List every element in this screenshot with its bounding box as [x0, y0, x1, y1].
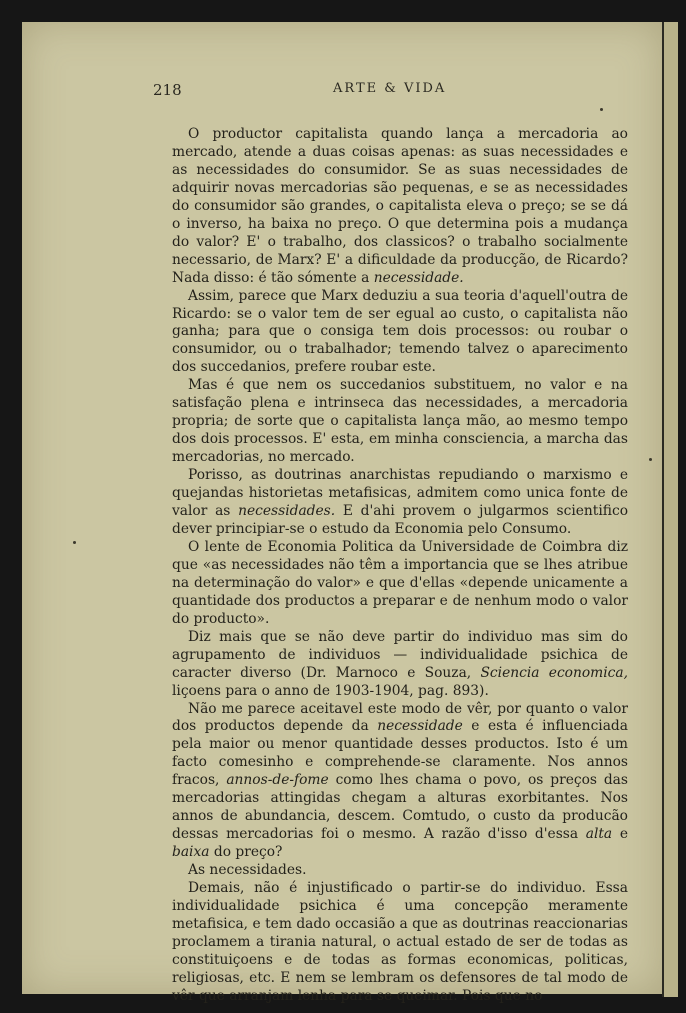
text-run: Assim, parece que Marx deduziu a sua teoria d'aquell'outra de Ricardo: se o valor tem de ser egual ao custo, o capitalista não ganha; para que o consiga tem dois processos: ou roubar o consumidor, ou o trabalhador; temendo talvez o aparecimento dos succedanios, prefere roubar este.: [172, 287, 628, 376]
text-run: E d'ahi provem o julgarmos scientifico dever principiar-se o estudo da Economia pelo Consumo.: [172, 503, 628, 537]
italic-text: alta: [585, 826, 613, 843]
text-run: As necessidades.: [188, 862, 307, 879]
adjacent-page-edge: [662, 22, 678, 997]
paragraph: [172, 880, 628, 1006]
text-run: do preço?: [209, 844, 283, 861]
text-run: e: [612, 826, 628, 843]
text-run: Diz mais que se não deve partir do individuo mas sim do agrupamento de individuos — individualidade psichica de caracter diverso (Dr. Marnoco e Souza,: [172, 628, 628, 681]
text-run: Porisso, as doutrinas anarchistas repudiando o marxismo e quejandas historietas metafisicas, admitem como unica fonte de valor as: [172, 467, 628, 520]
body-text: [172, 126, 628, 1006]
italic-text: baixa: [172, 844, 210, 861]
italic-text: necessidade: [377, 718, 463, 735]
page-header: [153, 81, 653, 103]
italic-text: necessidade.: [373, 269, 464, 286]
paragraph: [172, 467, 628, 539]
paragraph: [172, 862, 628, 880]
paragraph: [172, 288, 628, 378]
running-title: ARTE & VIDA: [333, 81, 447, 96]
text-run: como lhes chama o povo, os preços das mercadorias attingidas chegam a alturas exorbitantes. Nos annos de abundancia, descem. Comtudo, o custo da producão dessas mercadorias foi o mesmo. A razão d'isso d'essa: [172, 772, 628, 843]
paragraph: [172, 629, 628, 701]
print-speck: [73, 541, 76, 544]
paragraph: [172, 126, 628, 288]
print-speck: [649, 458, 652, 461]
text-run: e esta é influenciada pela maior ou menor quantidade desses productos. Isto é um facto comesinho e comprehende-se claramente. Nos annos fracos,: [172, 718, 628, 789]
text-run: O lente de Economia Politica da Universidade de Coimbra diz que «as necessidades não têm a importancia que se lhes atribue na determinação do valor» e que d'ellas «depende unicamente a quantidade dos productos a preparar e de nenhum modo o valor do producto».: [172, 538, 628, 627]
italic-text: necessidades.: [238, 503, 336, 520]
text-run: liçoens para o anno de 1903-1904, pag. 893).: [172, 682, 489, 699]
text-run: Mas é que nem os succedanios substituem, no valor e na satisfação plena e intrinseca das necessidades, a mercadoria propria; de sorte que o capitalista lança mão, ao mesmo tempo dos dois processos. E' esta, em minha consciencia, a marcha das mercadorias, no mercado.: [172, 377, 628, 466]
paragraph: [172, 701, 628, 863]
print-speck: [600, 108, 603, 111]
paragraph: [172, 377, 628, 467]
text-run: Demais, não é injustificado o partir-se do individuo. Essa individualidade psichica é uma concepção meramente metafisica, e tem dado occasião a que as doutrinas reaccionarias proclamem a tirania natural, o actual estado de ser de todas as constituiçoens e de todas as formas economicas, politicas, religiosas, etc. E nem se lembram os defensores de tal modo de vêr que arranjam lenha para se queimar. Pois que no: [172, 880, 628, 1004]
page-number: 218: [153, 81, 182, 99]
italic-text: annos-de-fome: [226, 772, 329, 789]
text-run: Não me parece aceitavel este modo de vêr, por quanto o valor dos productos depende da: [172, 700, 628, 735]
text-run: O productor capitalista quando lança a mercadoria ao mercado, atende a duas coisas apenas: as suas necessidades e as necessidades do consumidor. Se as suas necessidades de adquirir novas mercadorias são pequenas, e se as necessidades do consumidor são grandes, o capitalista eleva o preço; se se dá o inverso, ha baixa no preço. O que determina pois a mudança do valor? E' o trabalho, dos classicos? o trabalho socialmente necessario, de Marx? E' a dificuldade da producção, de Ricardo? Nada disso: é tão sómente a: [172, 126, 628, 286]
italic-text: Sciencia economica,: [480, 664, 629, 681]
paragraph: [172, 539, 628, 629]
